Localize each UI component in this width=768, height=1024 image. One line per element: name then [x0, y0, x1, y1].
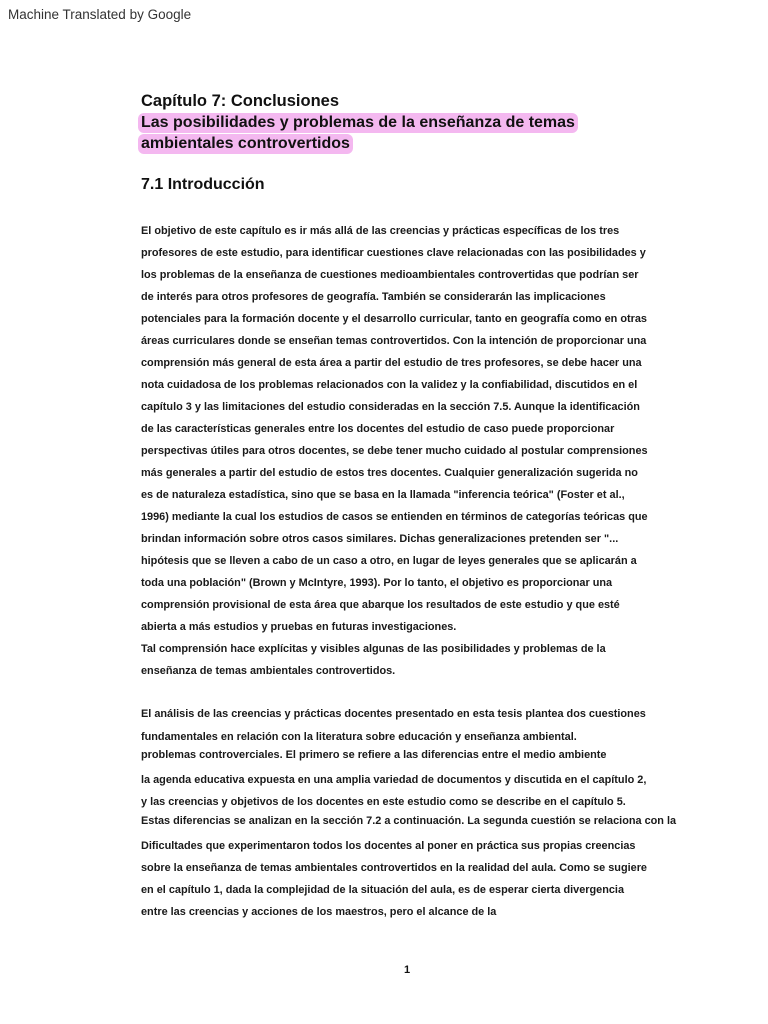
text-line: El análisis de las creencias y prácticas docentes presentado en esta tesis plantea dos cuestiones — [141, 708, 646, 720]
chapter-subtitle — [138, 113, 578, 155]
text-line: El objetivo de este capítulo es ir más allá de las creencias y prácticas específicas de los tres — [141, 225, 620, 237]
text-line: perspectivas útiles para otros docentes, se debe tener mucho cuidado al postular comprensiones — [141, 445, 648, 457]
text-line: es de naturaleza estadística, sino que se basa en la llamada "inferencia teórica" (Foster et al., — [141, 489, 625, 501]
text-line: profesores de este estudio, para identificar cuestiones clave relacionadas con las posibilidades y — [141, 247, 646, 259]
text-line: hipótesis que se lleven a cabo de un caso a otro, en lugar de leyes generales que se aplicarán a — [141, 555, 637, 567]
text-line: en el capítulo 1, dada la complejidad de la situación del aula, es de esperar cierta divergencia — [141, 884, 625, 896]
text-line: más generales a partir del estudio de estos tres docentes. Cualquier generalización sugerida no — [141, 467, 638, 479]
text-line: y las creencias y objetivos de los docentes en este estudio como se describe en el capítulo 5. — [141, 796, 626, 808]
text-line: problemas controverciales. El primero se refiere a las diferencias entre el medio ambiente — [141, 749, 607, 761]
text-line: sobre la enseñanza de temas ambientales controvertidos en la realidad del aula. Como se sugiere — [141, 862, 647, 874]
text-line: comprensión más general de esta área a partir del estudio de tres profesores, se debe hacer una — [141, 357, 642, 369]
text-line: la agenda educativa expuesta en una amplia variedad de documentos y discutida en el capítulo 2, — [141, 774, 647, 786]
subtitle-line-1: Las posibilidades y problemas de la enseñanza de temas — [138, 113, 578, 133]
text-line: comprensión provisional de esta área que abarque los resultados de este estudio y que esté — [141, 599, 620, 611]
text-line: Tal comprensión hace explícitas y visibles algunas de las posibilidades y problemas de la — [141, 643, 606, 655]
text-line: entre las creencias y acciones de los maestros, pero el alcance de la — [141, 906, 497, 918]
text-line: Dificultades que experimentaron todos los docentes al poner en práctica sus propias creencias — [141, 840, 636, 852]
subtitle-line-2: ambientales controvertidos — [138, 134, 353, 154]
chapter-title: Capítulo 7: Conclusiones — [141, 92, 340, 110]
text-line: de interés para otros profesores de geografía. También se considerarán las implicaciones — [141, 291, 606, 303]
text-line: 1996) mediante la cual los estudios de casos se entienden en términos de categorías teóricas que — [141, 511, 648, 523]
text-line: toda una población" (Brown y McIntyre, 1993). Por lo tanto, el objetivo es proporcionar una — [141, 577, 613, 589]
text-line: capítulo 3 y las limitaciones del estudio consideradas en la sección 7.5. Aunque la identificación — [141, 401, 640, 413]
text-line: áreas curriculares donde se enseñan temas controvertidos. Con la intención de proporcionar una — [141, 335, 647, 347]
page-number: 1 — [404, 964, 411, 976]
text-line: de las características generales entre los docentes del estudio de caso puede proporcionar — [141, 423, 615, 435]
text-line: fundamentales en relación con la literatura sobre educación y enseñanza ambiental. — [141, 731, 577, 743]
section-heading: 7.1 Introducción — [141, 176, 265, 193]
text-line: abierta a más estudios y pruebas en futuras investigaciones. — [141, 621, 457, 633]
text-line: los problemas de la enseñanza de cuestiones medioambientales controvertidas que podrían ser — [141, 269, 639, 281]
text-line: nota cuidadosa de los problemas relacionados con la validez y la confiabilidad, discutidos en el — [141, 379, 638, 391]
text-line: Estas diferencias se analizan en la sección 7.2 a continuación. La segunda cuestión se relaciona con la — [141, 815, 677, 827]
text-line: potenciales para la formación docente y el desarrollo curricular, tanto en geografía como en otras — [141, 313, 647, 325]
text-line: brindan información sobre otros casos similares. Dichas generalizaciones pretenden ser "... — [141, 533, 619, 545]
text-line: enseñanza de temas ambientales controvertidos. — [141, 665, 396, 677]
machine-translation-banner: Machine Translated by Google — [8, 7, 192, 22]
